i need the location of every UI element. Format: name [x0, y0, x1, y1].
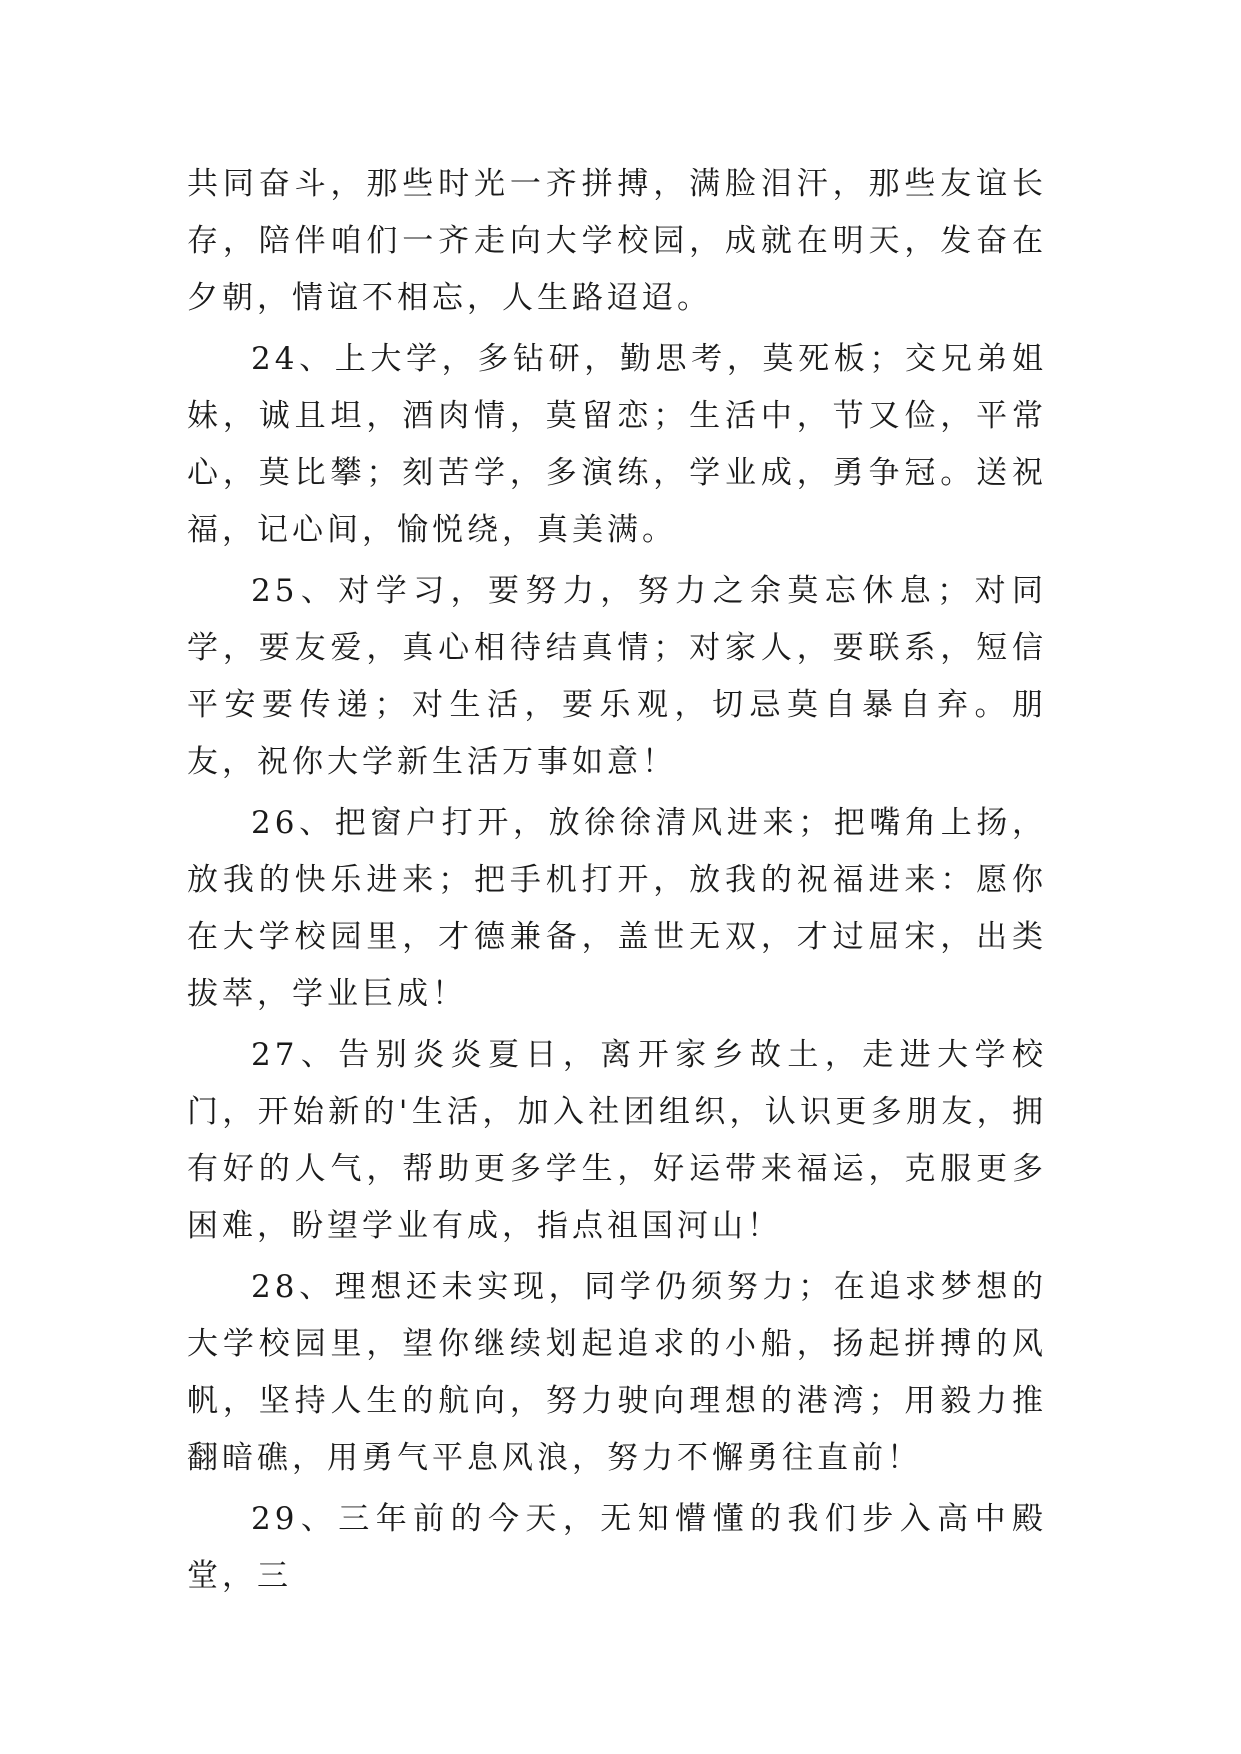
paragraph-28: 28、理想还未实现，同学仍须努力；在追求梦想的大学校园里，望你继续划起追求的小船，扬起拼搏的风帆，坚持人生的航向，努力驶向理想的港湾；用毅力推翻暗礁，用勇气平息风浪，努力不懈勇往直前！	[187, 1269, 1047, 1476]
paragraph-26: 26、把窗户打开，放徐徐清风进来；把嘴角上扬，放我的快乐进来；把手机打开，放我的祝福进来：愿你在大学校园里，才德兼备，盖世无双，才过屈宋，出类拔萃，学业巨成！	[187, 805, 1047, 1012]
paragraph-24: 24、上大学，多钻研，勤思考，莫死板；交兄弟姐妹，诚且坦，酒肉情，莫留恋；生活中，节又俭，平常心，莫比攀；刻苦学，多演练，学业成，勇争冠。送祝福，记心间，愉悦绕，真美满。	[187, 341, 1047, 548]
paragraph-27: 27、告别炎炎夏日，离开家乡故土，走进大学校门，开始新的'生活，加入社团组织，认识更多朋友，拥有好的人气，帮助更多学生，好运带来福运，克服更多困难，盼望学业有成，指点祖国河山！	[187, 1037, 1047, 1244]
paragraph-continuation: 共同奋斗，那些时光一齐拼搏，满脸泪汗，那些友谊长存，陪伴咱们一齐走向大学校园，成就在明天，发奋在夕朝，情谊不相忘，人生路迢迢。	[187, 166, 1047, 316]
document-body	[187, 156, 1047, 1609]
paragraph-25: 25、对学习，要努力，努力之余莫忘休息；对同学，要友爱，真心相待结真情；对家人，要联系，短信平安要传递；对生活，要乐观，切忌莫自暴自弃。朋友，祝你大学新生活万事如意！	[187, 573, 1047, 780]
paragraph-29: 29、三年前的今天，无知懵懂的我们步入高中殿堂，三	[187, 1501, 1047, 1594]
